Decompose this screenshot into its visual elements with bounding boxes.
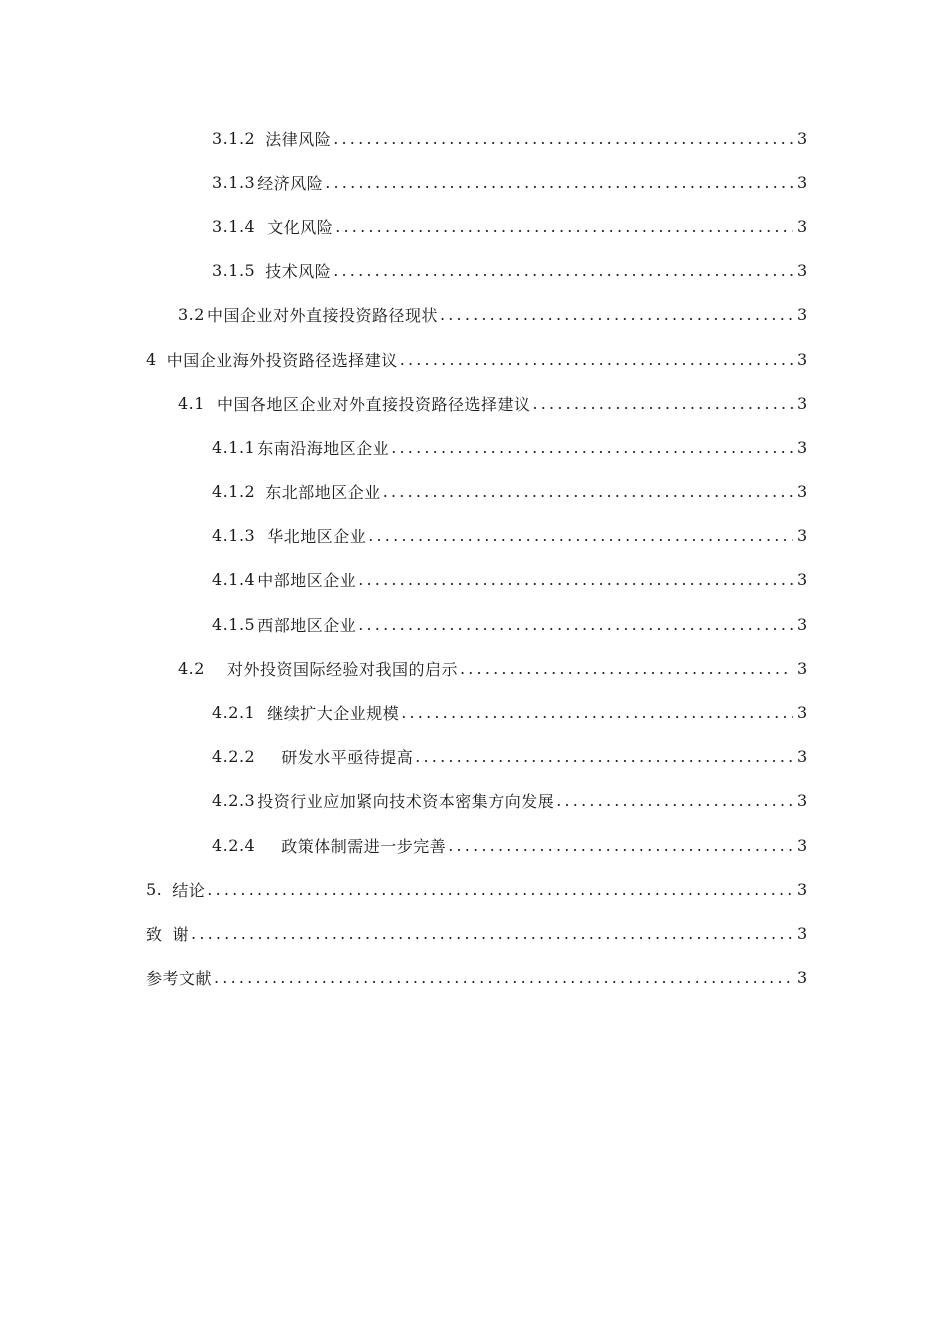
toc-entry-page: 3 [797,261,808,281]
toc-entry-4-2-3[interactable] [0,779,807,823]
toc-entry-number: 4.1.3 [212,526,256,546]
toc-entry-3-2[interactable] [0,293,807,337]
toc-entry-number: 4.2.2 [212,747,256,767]
toc-leader-dots [400,350,793,369]
toc-entry-4-2-2[interactable] [0,735,807,779]
toc-entry-4-1-3[interactable] [0,514,807,558]
toc-entry-title: 法律风险 [265,129,332,149]
toc-entry-number: 4.1.4 [212,570,256,590]
toc-entry-page: 3 [797,305,808,325]
toc-leader-dots [358,570,793,589]
toc-entry-number: 3.1.5 [212,261,256,281]
toc-entry-3-1-2[interactable] [0,116,807,160]
toc-entry-title: 投资行业应加紧向技术资本密集方向发展 [257,792,555,812]
toc-entry-number: 致 [146,924,163,944]
toc-leader-dots [532,394,793,413]
toc-entry-title: 西部地区企业 [257,615,357,635]
toc-leader-dots [191,924,793,943]
toc-leader-dots [460,659,793,678]
toc-entry-4-1-4[interactable] [0,558,807,602]
toc-leader-dots [358,615,793,634]
toc-entry-4-2-4[interactable] [0,823,807,867]
toc-entry-number: 4.2 [178,658,205,678]
toc-entry-title: 华北地区企业 [267,527,367,547]
toc-entry-4-1[interactable] [0,381,807,425]
toc-entry-page: 3 [797,393,808,413]
toc-entry-page: 3 [797,172,808,192]
toc-leader-dots [415,747,793,766]
toc-leader-dots [333,261,793,280]
toc-entry-4-2-1[interactable] [0,690,807,734]
toc-entry-title: 东南沿海地区企业 [257,438,390,458]
toc-leader-dots [401,703,793,722]
toc-entry-title: 东北部地区企业 [265,483,381,503]
toc-entry-number: 3.2 [178,305,205,325]
toc-entry-4-1-2[interactable] [0,470,807,514]
toc-leader-dots [556,791,793,810]
toc-entry-page: 3 [797,658,808,678]
toc-entry-number: 3.1.2 [212,128,256,148]
toc-entry-page: 3 [797,437,808,457]
toc-leader-dots [391,438,793,457]
toc-leader-dots [207,880,793,899]
toc-entry-title: 中国各地区企业对外直接投资路径选择建议 [216,394,531,414]
toc-leader-dots [325,173,793,192]
toc-leader-dots [333,129,793,148]
toc-entry-4-1-5[interactable] [0,602,807,646]
toc-entry-title: 参考文献 [146,969,213,989]
toc-entry-page: 3 [797,879,808,899]
toc-entry-4-2[interactable] [0,646,807,690]
toc-leader-dots [448,836,793,855]
toc-leader-dots [440,305,793,324]
toc-entry-acknowledgements[interactable] [0,911,807,955]
toc-entry-page: 3 [797,482,808,502]
toc-entry-page: 3 [797,968,808,988]
toc-entry-page: 3 [797,526,808,546]
toc-entry-page: 3 [797,747,808,767]
toc-entry-page: 3 [797,923,808,943]
toc-entry-page: 3 [797,349,808,369]
toc-entry-title: 结论 [172,880,206,900]
toc-entry-number: 3.1.3 [212,172,256,192]
toc-entry-number: 4.2.1 [212,703,256,723]
toc-entry-number: 4.1.2 [212,482,256,502]
toc-entry-page: 3 [797,791,808,811]
toc-leader-dots [335,217,793,236]
toc-leader-dots [383,482,793,501]
toc-entry-3-1-4[interactable] [0,204,807,248]
toc-entry-title: 中部地区企业 [257,571,357,591]
toc-entry-title: 中国企业对外直接投资路径现状 [206,306,438,326]
toc-leader-dots [368,526,793,545]
toc-entry-page: 3 [797,570,808,590]
toc-entry-5[interactable] [0,867,807,911]
toc-entry-number: 4.1.1 [212,437,256,457]
toc-entry-page: 3 [797,614,808,634]
toc-entry-number: 3.1.4 [212,216,256,236]
toc-entry-title: 对外投资国际经验对我国的启示 [226,659,458,679]
toc-entry-title: 研发水平亟待提高 [281,748,414,768]
toc-entry-title: 技术风险 [265,262,332,282]
toc-entry-4[interactable] [0,337,807,381]
toc-entry-title: 经济风险 [257,173,324,193]
toc-entry-number: 4.2.4 [212,835,256,855]
toc-entry-number: 4 [146,349,157,369]
table-of-contents [0,116,950,1000]
toc-entry-3-1-5[interactable] [0,249,807,293]
toc-entry-4-1-1[interactable] [0,425,807,469]
toc-entry-page: 3 [797,216,808,236]
toc-entry-number: 4.1 [178,393,205,413]
toc-entry-title: 中国企业海外投资路径选择建议 [166,350,398,370]
toc-leader-dots [214,968,793,987]
toc-entry-page: 3 [797,835,808,855]
toc-entry-references[interactable] [0,956,807,1000]
toc-entry-number: 5. [146,879,163,899]
toc-entry-3-1-3[interactable] [0,160,807,204]
toc-entry-page: 3 [797,703,808,723]
toc-entry-page: 3 [797,128,808,148]
toc-entry-title: 谢 [172,924,190,944]
toc-entry-number: 4.1.5 [212,614,256,634]
toc-entry-title: 文化风险 [267,217,334,237]
toc-entry-title: 继续扩大企业规模 [267,704,400,724]
toc-entry-number: 4.2.3 [212,791,256,811]
toc-entry-title: 政策体制需进一步完善 [281,836,447,856]
